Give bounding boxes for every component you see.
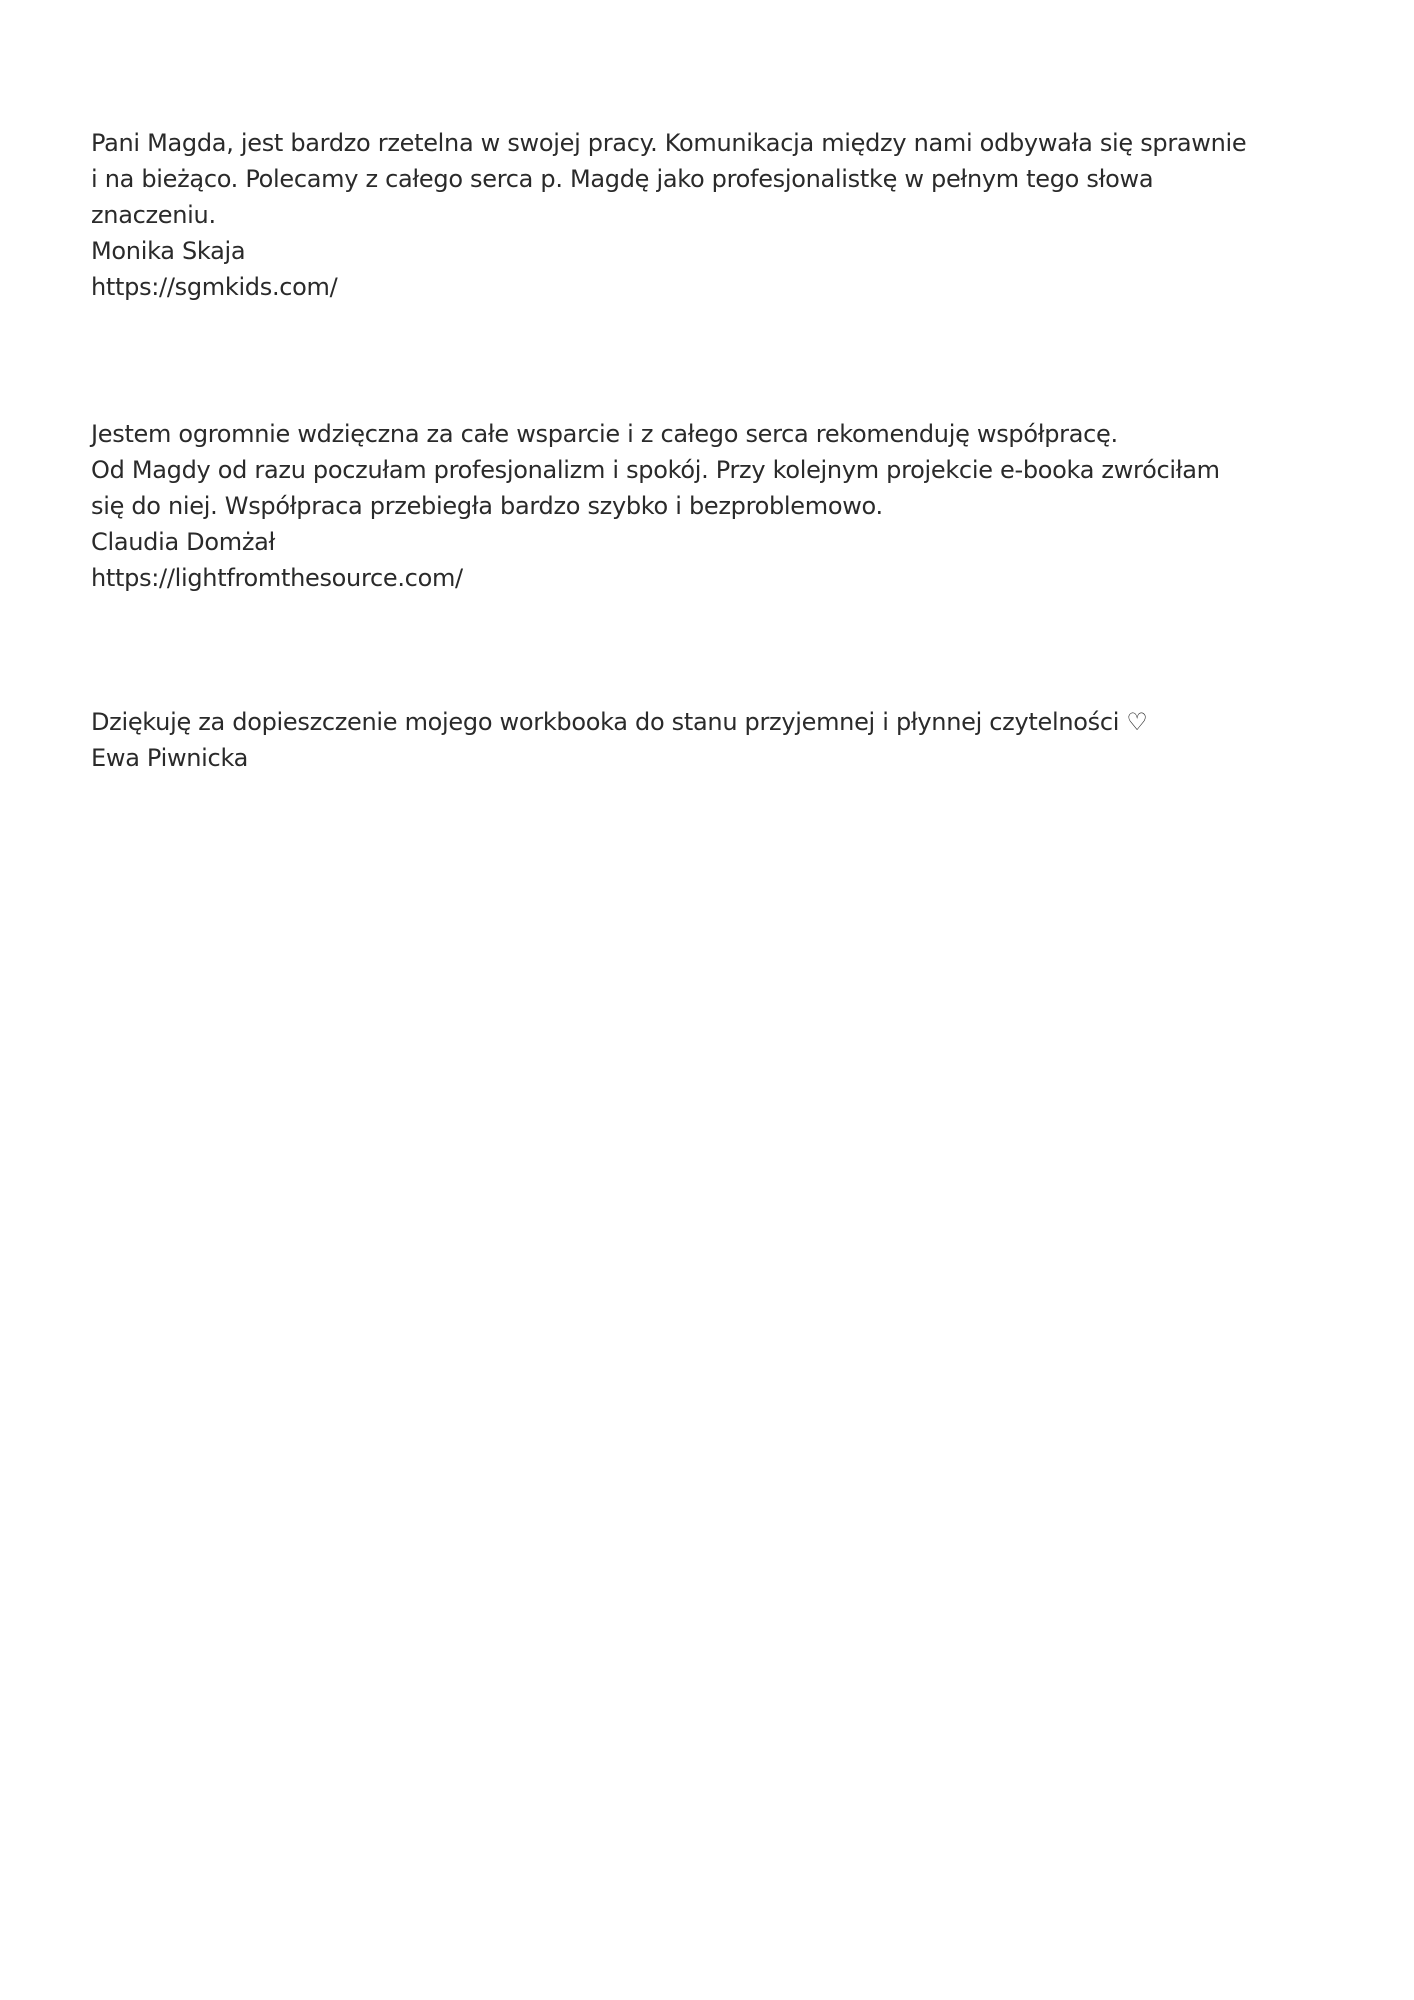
testimonial-text-line: i na bieżąco. Polecamy z całego serca p. Magdę jako profesjonalistkę w pełnym tego słowa (91, 165, 1154, 193)
testimonial-lightfromthesource (91, 416, 1331, 596)
testimonial-sgmkids (91, 125, 1331, 305)
testimonial-author: Monika Skaja (91, 237, 246, 265)
testimonial-url: https://sgmkids.com/ (91, 273, 338, 301)
testimonial-text-line: się do niej. Współpraca przebiegła bardzo szybko i bezproblemowo. (91, 492, 883, 520)
testimonial-text-line: Jestem ogromnie wdzięczna za całe wsparcie i z całego serca rekomenduję współpracę. (91, 420, 1118, 448)
testimonial-text-line: Dziękuję za dopieszczenie mojego workbooka do stanu przyjemnej i płynnej czytelności ♡ (91, 708, 1148, 736)
testimonial-text-line: Od Magdy od razu poczułam profesjonalizm i spokój. Przy kolejnym projekcie e-booka zwróciłam (91, 456, 1220, 484)
testimonial-ewa-piwnicka (91, 704, 1331, 776)
testimonial-text-line: znaczeniu. (91, 201, 216, 229)
testimonial-author: Ewa Piwnicka (91, 744, 249, 772)
testimonial-text-line: Pani Magda, jest bardzo rzetelna w swojej pracy. Komunikacja między nami odbywała się sprawnie (91, 129, 1247, 157)
testimonial-author: Claudia Domżał (91, 528, 276, 556)
testimonial-url: https://lightfromthesource.com/ (91, 564, 463, 592)
